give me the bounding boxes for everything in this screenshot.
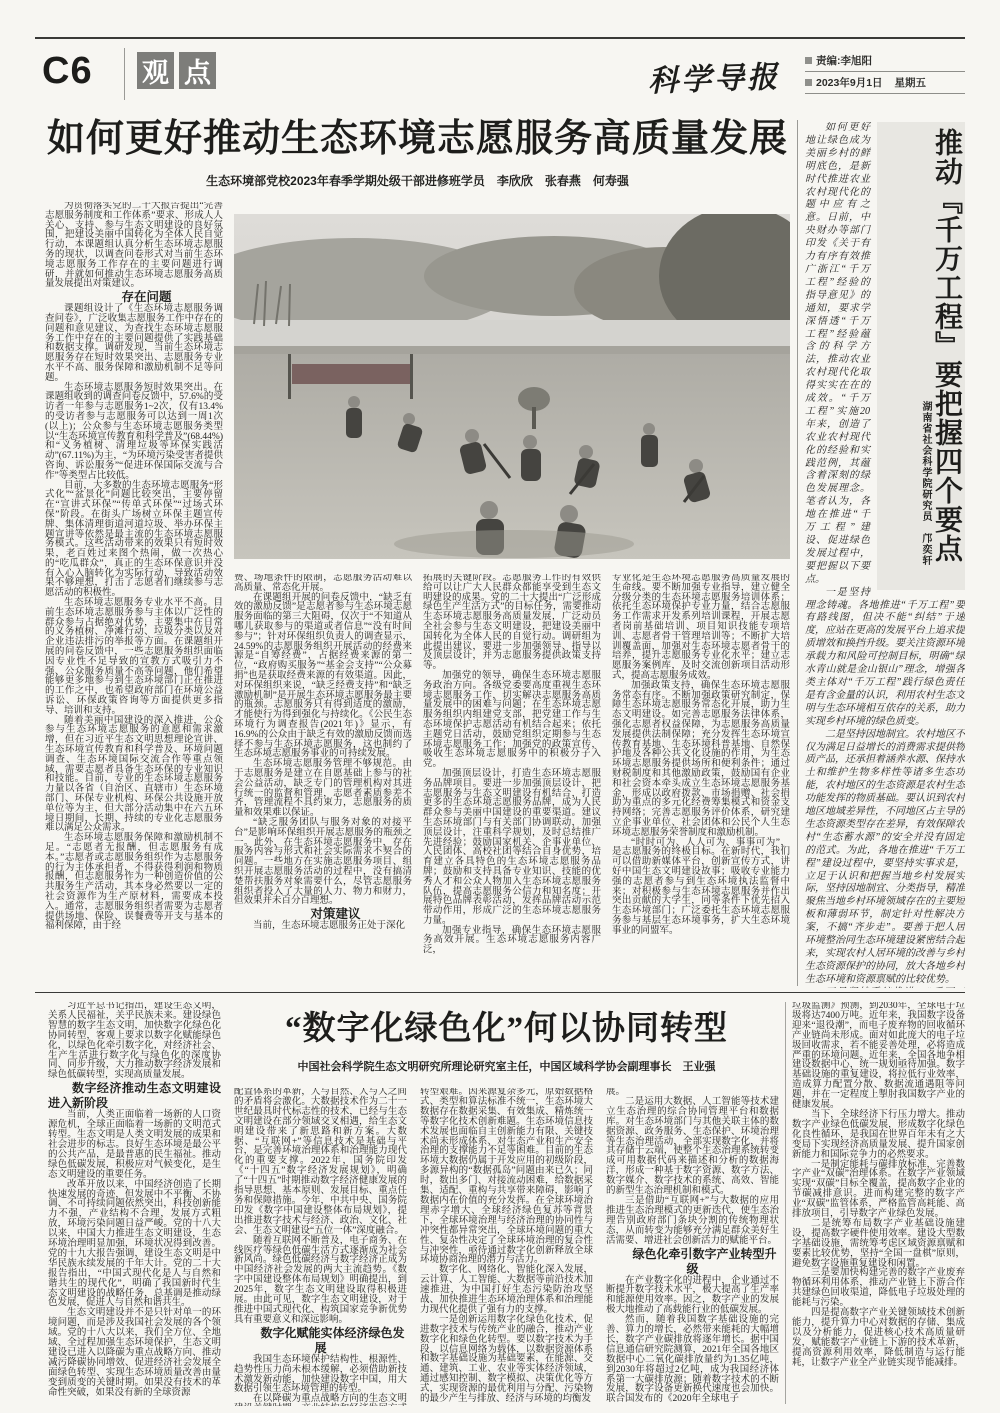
- body-paragraph: 加强党的领导，确保生态环境志愿服务政治方向。各级党委要高度重视生态环境志愿服务工作，切实解决志愿服务高质量发展中的困难与问题；在生态环境志愿服务组织内组建党支部，把党建工作与生态环境保护志愿活动有机结合起来；依托主题党日活动，鼓励党组织定期参与生态环境志愿服务工作；加强党的政策宣传，吸收生态环境志愿服务中的积极分子入党。: [423, 670, 601, 770]
- body-paragraph: 一是创新运用数字化绿色化技术，促进数字技术与传统产业的融合，推动产业数字化和绿色化转型。要以数字技术为手段，以信息网络为载体，以数据资源体系和数字基础设施为基础要素，在能源、交通、建筑、工业、农业等实体经济领域，通过感知控制、数字模拟、决策优化等方式，实现资源的最优利用与分配、污染物的最少产生与排放、经济与环境的均衡发: [420, 1314, 593, 1405]
- sidebar-author: 湖南省社会科学院研究员 邝奕轩: [920, 401, 931, 566]
- bottom-article-title: “数字化绿色化”何以协同转型: [285, 1011, 728, 1047]
- body-paragraph: 在以降碳为重点战略方向的生态文明: [253, 1394, 407, 1405]
- article-column-2: [234, 574, 412, 990]
- body-paragraph: 目前，大多数的生态环境志愿服务“形式化”“盆景化”问题比较突出，主要停留在“宣讲式环保”“传单式环保”“过场式环保”阶段。在街头广场树立环保主题宣传牌、集体清理街道河道垃圾、举办环保主题宣讲等依然是最主流的生态环境志愿服务模式。这些活动带来的效果只有短时效果，老百姓过来图个热闹，做一次热心的“吃瓜群众”，真正的生态环保意识并没有入心入脑转化为实际行动，导致活动效果不够理想，打击了志愿者们继续参与志愿活动的积极性。: [45, 480, 223, 599]
- body-paragraph: 数字化、网络化、智能化深入发展，云计算、人工智能、大数据等前沿技术加速推进，为中国打好生态污染防治攻坚战、加快推进生态环境治理体系和治理能力现代化提供了强有力的支撑。: [420, 1265, 593, 1315]
- body-paragraph: 为贯彻落实党的二十大报告提出“完善志愿服务制度和工作体系”要求、形成人人关心、支持、参与生态文明建设的良好氛围，把建设美丽中国转化为全体人民自觉行动，本课题组认真分析生态环境志愿服务的现状，以调查问卷形式对当前生态环境志愿服务工作存在的主要问题进行调研，并就如何推动生态环境志愿服务高质量发展提出对策建议。: [45, 202, 223, 290]
- body-paragraph: 生态环境志愿服务保障和激励机制不足。“志愿者无报酬，但志愿服务有成本。”志愿者或志愿服务组织作为志愿服务的行为主体承担者，不得获得利润和物质报酬，但志愿服务作为一种创造价值的公共服务生产活动，其本身必然要以一定的社会资源作为生产原材料，需要成本投入。通常，志愿服务组织者需要为志愿者提供场地、保险、误餐费等开支与基本的福利保障，由于经: [45, 833, 223, 932]
- article-photo: [234, 214, 790, 559]
- body-paragraph: 在课题组开展的问卷反馈中，“缺乏有效的激励反馈”是志愿者参与生态环境志愿服务面临的第三大阻碍，仅次于“不知道从哪儿获取参与的渠道或者信息”“没有时间参与”；针对环保组织负责人的调查显示，24.59%的志愿服务组织开展活动的经费来源是“自筹经费”，占据经费来源的第一位，“政府购买服务”“基金会支持”“公众募捐”也是获取经费来源的有效渠道。因此，对环保组织来说，“缺乏经费支持”和“缺乏激励机制”是开展生态环境志愿服务最主要的瓶颈。志愿服务只有得到适度的激励，才能使行为得到强化与持续化。《公民生态环境行为调查报告(2021年)》显示，有16.9%的公众由于缺乏有效的激励反馈而选择不参与生态环境志愿服务，这也制约了生态环境志愿服务事业的可持续发展。: [234, 592, 412, 760]
- body-paragraph: 二是统筹布局数字产业基础设施建设，提高数字硬件使用效率。建设大型数字基础设施，需统筹考虑区域资源禀赋和要素比较优势，坚持“全国一盘棋”原则，避免数字设施重复建设和闲置。: [792, 1218, 965, 1269]
- body-paragraph: “时时可为、人人可为、事事可为”，是志愿服务的终极目标。在新时代，我们可以借助新媒体平台，创新宣传方式，讲好中国生态文明建设故事；吸收专业能力强的志愿者参与到生态环境执法监督中来；对积极参与生态环境志愿服务并作出突出贡献的大学生，同等条件下优先招入生态环境部门；广泛委托生态环境志愿服务参与基层生态环境事务，扩大生态环境事业的同盟军。: [612, 837, 790, 936]
- bullet-square-icon: [805, 79, 812, 86]
- body-paragraph: 生态环境志愿服务管理不够规范。由于志愿服务是建立在自愿基础上参与的社会公益活动，缺乏专门的管理机构对其进行统一的监督和管理，志愿者素质参差不齐，管理流程不具约束力，志愿服务的质量和效果难以保证。: [234, 759, 412, 819]
- body-paragraph: 如何更好地让绿色成为美丽乡村的鲜明底色，是新时代推进农业农村现代化的题中应有之意。日前，中央财办等部门印发《关于有力有序有效推广浙江“千万工程”经验的指导意见》的通知，要求学深悟透“千万工程”经验蕴含的科学方法，推动农业农村现代化取得实实在在的成效。“千万工程”实施20年来，创造了农业农村现代化的经验和实践范例，其蕴含着深刻的绿色发展理念。笔者认为，各地在推进“千万工程”建设、促进绿色发展过程中，要把握以下要点。: [805, 122, 870, 585]
- body-paragraph: 展。: [606, 1088, 626, 1097]
- section-badges: [137, 52, 216, 89]
- article-column-3: [423, 574, 601, 990]
- body-paragraph: 随着互联网不断普及，电子商务、在线医疗等绿色低碳生活方式逐渐成为社会新风尚。绿色低碳经济与数字经济正成为中国经济社会发展的两大主流趋势。《数字中国建设整体布局规划》明确提出，到2025年，数字生态文明建设取得积极进展。由此可见，数字生态文明建设，对于推进中国式现代化、构筑国家竞争新优势具有重要意义和深远影响。: [234, 1235, 407, 1325]
- masthead-logo: 科学导报: [647, 60, 781, 99]
- body-paragraph: 一是坚持理念铸魂。各地推进“千万工程”要有路线图，但决不能“纠结”于速度，应站在更高的发展平台上追求提质增效和换挡升级。要关注资源环境承载力和风险可控制目标，明确“绿水青山就是金山银山”理念，增强各类主体对“千万工程”践行绿色责任是有含金量的认识，利用农村生态文明与生态环境相互依存的关系，助力实现乡村环境的绿色质变。: [805, 586, 965, 727]
- bottom-article-header: [234, 1002, 779, 1080]
- section-badge: 观: [137, 52, 174, 89]
- body-paragraph: 加强政策支持，确保生态环境志愿服务常态有序。不断加强政策研究制定，保障生态环境志愿服务常态化开展，助力生态文明建设。如完善志愿服务法律体系，强化志愿者权益保障，为志愿服务高质量发展提供法制保障；充分发挥生态环境宣传教育基地、生态环境科普基地、自然保护地及各种公共文化设施的作用，为生态环境志愿服务提供场所和便利条件；通过财税制度和其他激励政策，鼓励国有企业和社会资本牵头成立生态环境志愿服务基金，形成以政府拨款、市场捐赠、社会捐助为重点的多元化经费筹集模式和资金支持网络；完善志愿服务评价体系，研究建立企事业单位、社会团体和公民个人生态环境志愿服务荣誉制度和激励机制。: [612, 680, 790, 838]
- body-paragraph: 三是借助“互联网+”与大数据的应用推进生态治理模式的更新迭代，使生态治理告别政府部门条块分割的传统物理状态，从而转变为能够充分满足群众美好生活需要、增进社会创新活力的赋能平台。: [606, 1195, 779, 1246]
- body-paragraph: 当前，人类正面临着一场新的人口资源危机，全球正面临着一场新的文明范式转型。生态文明是人类文明发展的成果和社会进步的标志。良好生态环境是最公平的公共产品，是最普惠的民生福祉。推动绿色低碳发展，积极应对气候变化，是生态文明建设的重要任务。: [48, 1110, 221, 1180]
- bottom-column-3: [420, 1088, 593, 1406]
- body-paragraph: 我国生态环境保护结构性、根源性、趋势性压力尚未根本缓解，必须借助新技术激发新动能，加快建设数字中国，用大数据引领生态环境管理的转型。: [234, 1354, 407, 1395]
- section-badge: 点: [179, 52, 216, 89]
- main-article-byline: 生态环境部党校2023年春季学期处级干部进修班学员 李欣欣 张春燕 何寿强: [206, 173, 629, 188]
- body-paragraph: 课题组设计了《生态环境志愿服务调查问卷》，广泛收集志愿服务工作中存在的问题和意见建议，为查找生态环境志愿服务工作中存在的主要问题提供了实践基础和数据支撑。调研发现，当前生态环境志愿服务存在短时效果突出、志愿服务专业水平不高、服务保障和激励机制不足等问题。: [45, 304, 223, 383]
- body-paragraph: 生态文明建设并不是只针对单一的环境问题，而是涉及我国社会发展的各个领域。党的十八大以来，我们全方位、全地域、全过程加强生态环境保护，生态文明建设已进入以降碳为重点战略方向、推动减污降碳协同增效、促进经济社会发展全面绿色转型、实现生态环境质量改善由量变到质变的关键时期。如果没有技术的革命性突破，如果没有新的全球资源: [48, 1308, 221, 1398]
- body-paragraph: 加强专业指导，确保生态环境志愿服务高效开展。生态环境志愿服务内容广泛，: [423, 925, 601, 956]
- body-paragraph: 当前，生态环境志愿服务正处于深化: [253, 921, 406, 932]
- sidebar-divider: [797, 120, 798, 986]
- body-paragraph: 然而，随着我国数字基础设施的完善、算力的增长，必然带来能耗的大幅增长，数字产业碳排放将逐年增长。据中国信息通信研究院测算，2021年全国各地区数据中心二氧化碳排放量约为1.35亿吨，到2030年将超过2亿吨，成为我国经济体系第一大碳排放源；随着数字技术的不断发展，数字设备更新换代速度也会加快。联合国发布的《2020年全球电子: [606, 1315, 779, 1405]
- bottom-column-5: [792, 1002, 965, 1406]
- bottom-article: [48, 1002, 965, 1406]
- body-paragraph: [805, 987, 965, 988]
- body-paragraph: 拓展的关键阶段。志愿服务工作的有效供给可以让广大人民群众都能享受到生态文明建设的成果。党的二十大提出“广泛形成绿色生产生活方式”的目标任务，需要推动生态环境志愿服务高质量发展，广泛动员全社会参与生态文明建设，把建设美丽中国转化为全体人民的自觉行动。调研组为此提出建议，要进一步加强领导、指导以及顶层设计，并为志愿服务提供政策支持等。: [423, 574, 601, 672]
- body-paragraph: 专业化是生态环境志愿服务高质量发展的生命线。要不断加强专业指导，建立健全分级分类的生态环境志愿服务培训体系；依托生态环境保护专业力量，结合志愿服务工作需求开发系列培训课程，开展志愿者岗前基础培训、项目知识技能专项培训、志愿者骨干管理培训等；不断扩大培训覆盖面，加强对生态环境志愿者骨干的培养，提升志愿服务专业化水平；建立志愿服务案例库，及时交流创新项目活动形式，提高志愿服务成效。: [612, 574, 790, 681]
- body-paragraph: 在产业数字化的进程中，企业通过不断提升数字技术水平，极大提高了生产率和能源使用效率。因之，数字产业的发展极大地推动了高载能行业的低碳发展。: [606, 1275, 779, 1316]
- body-paragraph: 生态环境志愿服务短时效果突出。在课题组收到的调查问卷反馈中，57.6%的受访者一年参与志愿服务1~2次，仅有13.4%的受访者参与志愿服务可以达到一周1次(以上)；公众参与生态环境志愿服务类型以“生态环境宣传教育和科学普及”(68.44%)和“义务植树、清理垃圾等环保实践活动”(67.11%)为主，“为环境污染受害者提供咨询、诉讼服务”“促进环保国际交流与合作”等类型占比较低。: [45, 382, 223, 481]
- body-paragraph: 二是坚持因地制宜。农村地区不仅为满足日益增长的消费需求提供物质产品，还承担着涵养水源、保持水土和维护生物多样性等诸多生态功能，农村地区的生态资源是农村生态功能发挥的物质基础。要认识到农村地区地域差异性，不同地区占主导的生态资源类型存在差异，有效保障农村“生态蓄水源”的安全并没有固定的范式。为此，各地在推进“千万工程”建设过程中，要坚持实事求是，立足于认识和把握当地乡村发展实际，坚持因地制宜、分类指导，精准聚焦当地乡村环境领域存在的主要短板和薄弱环节，制定针对性解决方案，不搞“齐步走”。要善于把人居环境整治同生态环境建设紧密结合起来，实现农村人居环境的改善与乡村生态资源保护的协同，放大各地乡村生态环境和资源禀赋的比较优势。: [805, 728, 965, 985]
- subheading-green-transformation: 绿色化牵引数字产业转型升级: [632, 1246, 777, 1276]
- sidebar-title-block: [877, 122, 965, 590]
- bottom-column-2: [234, 1088, 407, 1406]
- main-article: [45, 118, 790, 990]
- sidebar-title: 推动『千万工程』要把握四个要点: [932, 128, 963, 563]
- body-paragraph: 当下，全球经济下行压力增大。推动数字产业绿色低碳发展，形成数字化绿色化良性循环，是我国在世界百年未有之大变局下实现经济高质量发展、提升国家创新能力和国际竞争力的必然要求。: [792, 1109, 965, 1160]
- subheading-suggestions: 对策建议: [310, 907, 361, 922]
- article-column-1: [45, 202, 223, 990]
- body-paragraph: 转型艰难。因来源复杂多元，原始数据格式、类型和算法标准不统一，生态环境大数据存在数据采集、有效集成、精炼统一等数字化技术创新难题。生态环境信息技术发展也面临自主创新能力有限、关键技术尚未形成体系、对生态产业和生产安全治理的支撑能力不足等困难。目前的生态环境大数据仍属于开发应用的初级阶段，多源异构的“数据孤岛”问题由来已久；同时，数出多门、对接流动困难，给数据采集、适配、重构与共享带来障碍，影响了数据内在价值的充分发挥。在全球环境治理赤字增大、全球经济绿色复苏等背景下，全球环境治理与经济治理的协同性与冲突性都异常突出，全球环境问题的重大性、复杂性决定了全球环境治理的复合性与冲突性，亟待通过数字化创新释放全球环境协商治理的潜力与活力。: [420, 1088, 593, 1266]
- article-column-4: [612, 574, 790, 990]
- main-article-title: 如何更好推动生态环境志愿服务高质量发展: [46, 118, 788, 160]
- section-divider: [35, 992, 965, 993]
- subheading-existing-problems: 存在问题: [121, 290, 172, 305]
- bottom-column-1: [48, 1002, 221, 1406]
- body-paragraph: 习近平总书记指出，建设生态文明，关系人民福祉，关乎民族未来。建设绿色智慧的数字生态文明，加快数字化绿色化协同转型，客观上要求以数字化赋能绿色化，以绿色化牵引数字化，对经济社会、生产生活进行数字化与绿色化的深度协同、同步升级，大力推动数字经济发展和绿色低碳转型，实现高质量发展。: [48, 1002, 221, 1081]
- body-paragraph: 改革开放以来，中国经济创造了长期快速发展的奇迹，但发展中不平衡、不协调、不可持续问题依然突出，科技创新能力不强，产业结构不合理，发展方式粗放，环境污染问题日益严峻。党的十八大以来，中国大力推进生态文明建设，生态环境治理明显加强，环境状况得到改善。党的十九大报告强调，建设生态文明是中华民族永续发展的千年大计。党的二十大报告指出，“中国式现代化是人与自然和谐共生的现代化”，明确了我国新时代生态文明建设的战略任务，总基调是推动绿色发展，促进人与自然和谐共生。: [48, 1179, 221, 1309]
- body-paragraph: 配置体系的革新，人与自然、人与人之间的矛盾将会激化。大数据技术作为二十一世纪最具时代标志性的技术，已经与生态文明建设在部分领域交叉相遇，给生态文明建设带来了新思路和新方案。大数据、“互联网+”等信息技术是基础与平台，是完善环境治理体系和治理能力现代化的重要支撑。2022年，国务院印发《“十四五”数字经济发展规划》，明确了“十四五”时期推动数字经济健康发展的指导思想、基本原则、发展目标、重点任务和保障措施。今年，中共中央、国务院印发《数字中国建设整体布局规划》，提出推进数字技术与经济、政治、文化、社会、生态文明建设“五位一体”深度融合。: [234, 1088, 407, 1236]
- main-article-body: [45, 202, 790, 990]
- edition-meta: [805, 50, 965, 94]
- page-code: C6: [42, 50, 93, 92]
- subheading-digital-empowering: 数字化赋能实体经济绿色发展: [260, 1325, 405, 1355]
- bullet-square-icon: [805, 57, 812, 64]
- volunteers-planting-illustration: [234, 214, 790, 559]
- body-paragraph: 随着美丽中国建设的深入推进，公众参与生态环境志愿服务的意愿和需求激增，但在习近平生态文明思想理论宣讲、生态环境宣传教育和科学普及、环境问题调查、生态环境国际交流合作等重点领域，需要志愿者具备生态环保的专业知识和技能。目前，专业的生态环境志愿服务力量以各省（自治区、直辖市）生态环境部门、环保专业机构、环保公共设施开放单位等为主，但大部分活动集中在六五环境日期间，长期、持续的专业化志愿服务难以满足公众需求。: [45, 715, 223, 834]
- bottom-column-4: [606, 1088, 779, 1406]
- header-divider: [124, 48, 125, 100]
- body-paragraph: 费、场地条件的限制，志愿服务活动难以高质量、常态化开展。: [234, 574, 412, 593]
- subheading-digital-economy: 数字经济推动生态文明建设进入新阶段: [48, 1081, 221, 1111]
- page-header: [42, 48, 965, 106]
- body-paragraph: 二是运用大数据、人工智能等技术建立生态治理的综合协同管理平台和数据库。对生态环境部门与其他关联主体的数据资源、政务服务、生态保护、环境治理等生态治理活动，全部实现数字化，并将其存储于云端，使整个生态治理系统转变成可用数据代码来描述和分析的数据海洋，形成一种基于数字资源、数字方法、数字媒介、数字技术的系统、高效、智能的新型生态治理机制和模式。: [606, 1096, 779, 1197]
- date-label: 2023年9月1日: [816, 77, 883, 89]
- body-paragraph: 加强顶层设计，打造生态环境志愿服务品牌项目。要进一步加强顶层设计，把志愿服务与生态文明建设有机结合，打造更多的生态环境志愿服务品牌，成为人民群众参与美丽中国建设的重要渠道。建议生态环境部门与有关部门协调联动，加强顶层设计，注重科学规划，及时总结推广先进经验；鼓励国家机关、企事业单位、人民团体、高校社团等结合自身优势，培育建立各具特色的生态环境志愿服务品牌；鼓励和支持具备专业知识、技能的优秀人才和公众人物加入生态环境志愿服务队伍，提高志愿服务公信力和知名度；开展特色品牌表彰活动，发挥品牌活动示范带动作用，形成广泛的生态环境志愿服务力量。: [423, 768, 601, 926]
- editor-row: [805, 50, 965, 72]
- body-paragraph: “缺乏服务团队与服务对象的对接平台”是影响环保组织开展志愿服务的瓶颈之一。此外，在生态环境志愿服务中，存在服务内容与形式和社会实际需求不契合的问题。一些地方在实施志愿服务项目、组织开展志愿服务活动的过程中，没有搞清楚帮扶服务对象需要什么，尽管志愿服务组织者投入了大量的人力、物力和财力，但效果并未百分百理想。: [234, 817, 412, 907]
- body-paragraph: 生态环境志愿服务专业水平不高。目前生态环境志愿服务参与主体以广泛性的群众参与占据绝对优势，主要集中在日常的义务植树、净滩行动、垃圾分类以及对企业违法排污的举报等方面。在课题组开展的问卷反馈中，一些志愿服务组织面临因专业性不足导致的宣教方式吸引力不强、公众服务质量不高等问题，他们希望能够更多地参与到生态环境部门正在推进的工作之中，也希望政府部门在环境公益诉讼、环保政策咨询等方面提供更多指导、培训和支持。: [45, 598, 223, 716]
- top-rule: [35, 37, 965, 39]
- body-paragraph: 垃圾监测》预测，到2030年，全球电子垃圾将达7400万吨。近年来，我国数字设备迎来“退役潮”，而电子废弃物的回收循环产业链尚未形成。面对如此庞大的电子垃圾回收需求，若不能妥善处理，必将造成严重的环境问题。近年来，全国各地争相建设数据中心，统一规划亟待加强。数字基础设施的重复建设，将拉低行业效率，造成算力配置分散、数据流通遇阻等问题，并在一定程度上掣肘我国数字产业的健康发展。: [792, 1002, 965, 1111]
- weekday-label: 星期五: [894, 77, 927, 89]
- editor-label: 责编:李旭阳: [816, 55, 872, 67]
- body-paragraph: 一是制定能耗与碳排放标准，完善数字产业“双碳”治理体系。在数字产业领域实现“双碳”目标全覆盖，提高数字企业的节碳减排意识。进而构建完整的数字产业“双碳”监管体系，严格监管高耗能、高排放项目，引导数字产业绿色发展。: [792, 1159, 965, 1220]
- bottom-article-byline: 中国社会科学院生态文明研究所理论研究室主任，中国区域科学协会副理事长 王业强: [297, 1061, 716, 1073]
- body-paragraph: 三是要加快构建完善的数字产业废弃物循环利用体系，推动产业链上下游合作共建绿色回收渠道，降低电子垃圾处理的能耗与污染。: [792, 1268, 965, 1309]
- date-row: [805, 72, 965, 94]
- body-paragraph: 四是提高数字产业关键领域技术创新能力，提升算力中心对数据的存储、集成以及分析能力，促进核心技术高质量研发，赋能数字产业链上下游的技术革新，提高资源利用效率，降低制造与运行能耗，让数字产业全产业链实现节能减排。: [792, 1308, 965, 1368]
- sidebar-article: [805, 122, 965, 988]
